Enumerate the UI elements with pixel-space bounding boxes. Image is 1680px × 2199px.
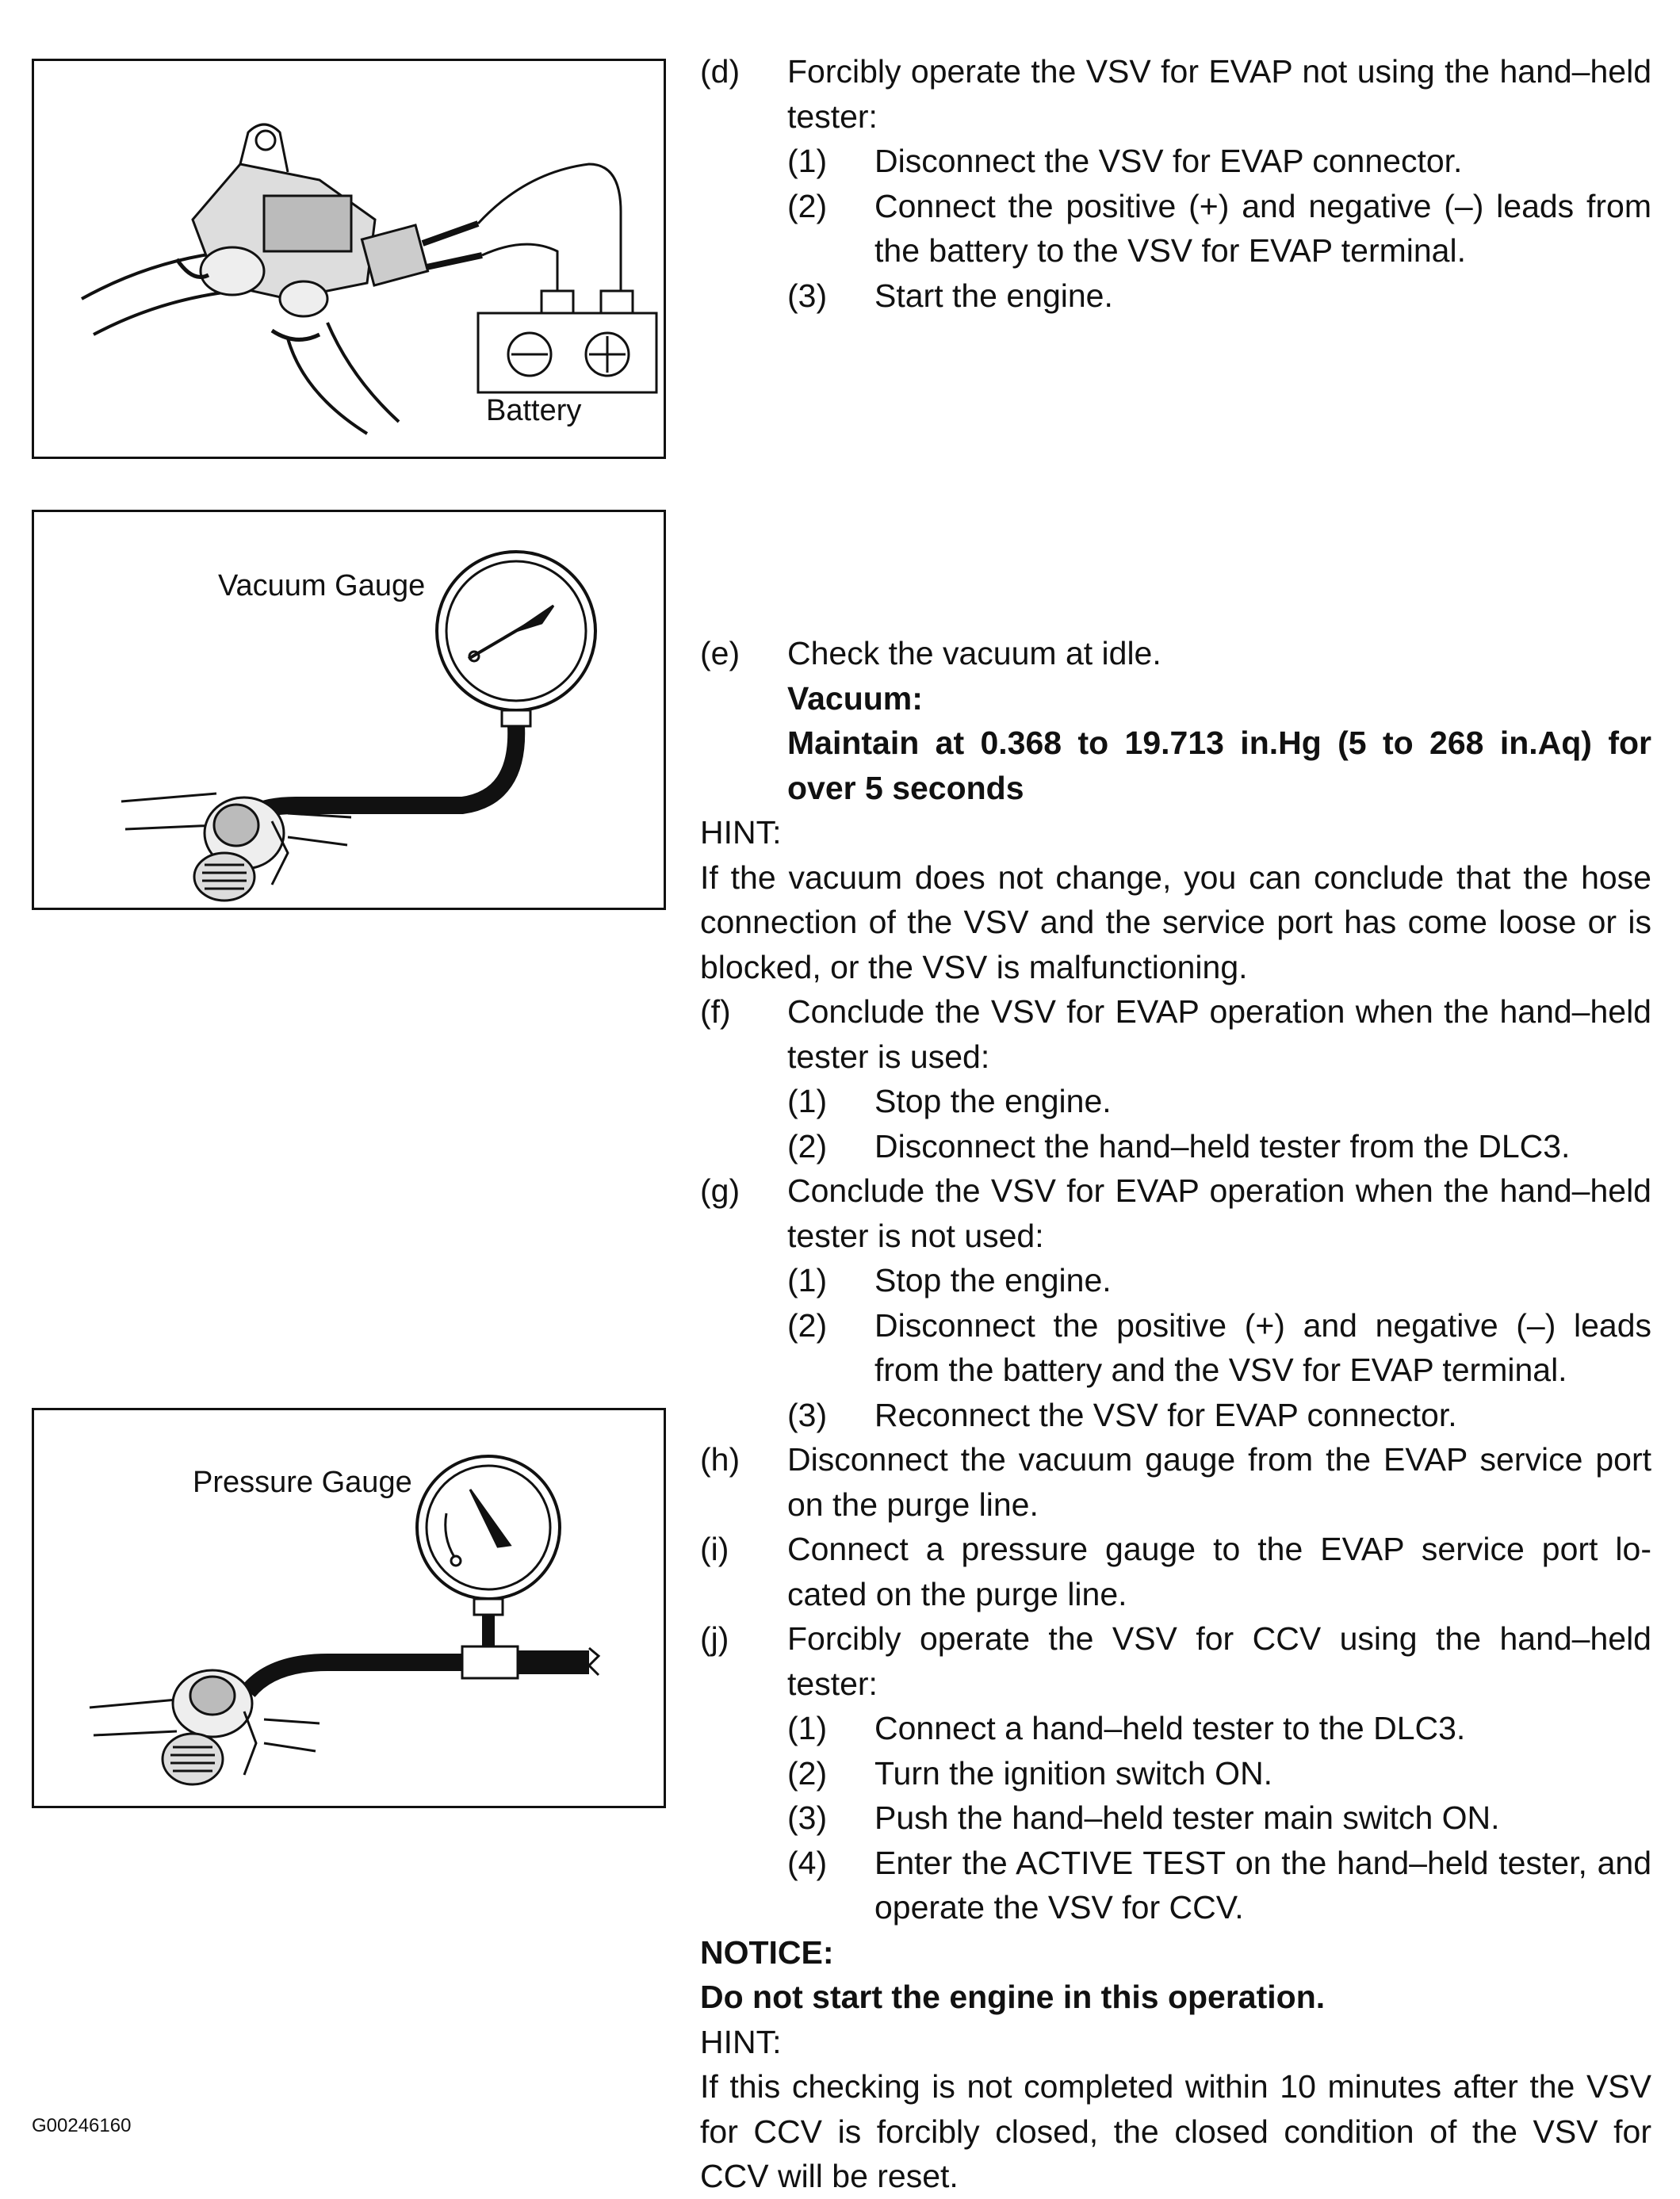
step-g-3-marker: (3) xyxy=(787,1396,828,1433)
step-f-2-text: Disconnect the hand–held tester from the DLC3. xyxy=(874,1127,1571,1165)
step-j-1-text: Connect a hand–held tester to the DLC3. xyxy=(874,1710,1466,1746)
step-e xyxy=(700,631,1651,676)
step-g-text: Conclude the VSV for EVAP operation when the hand–held tester is not used: xyxy=(787,1172,1651,1254)
step-g-2-text: Disconnect the positive (+) and negative (–) leads from the battery and the VSV for EVAP terminal. xyxy=(874,1306,1651,1388)
step-j-2 xyxy=(700,1751,1651,1796)
step-j-text: Forcibly operate the VSV for CCV using the hand–held tester: xyxy=(787,1620,1651,1702)
step-i-marker: (i) xyxy=(700,1531,729,1567)
step-f-1-text: Stop the engine. xyxy=(874,1083,1112,1119)
step-e-hint-label: HINT: xyxy=(700,814,782,851)
step-j-1-marker: (1) xyxy=(787,1710,828,1746)
step-j-4 xyxy=(700,1841,1651,1930)
step-d-text: Forcibly operate the VSV for EVAP not using the hand–held tester: xyxy=(787,53,1651,135)
step-j-4-marker: (4) xyxy=(787,1844,828,1881)
vacuum-gauge-label: Vacuum Gauge xyxy=(218,569,426,602)
step-f-1 xyxy=(700,1079,1651,1124)
step-d-2-text: Connect the positive (+) and negative (–) leads from the battery to the VSV for EVAP terminal. xyxy=(874,187,1651,269)
step-g-2 xyxy=(700,1303,1651,1393)
battery-label: Battery xyxy=(486,394,582,427)
figure-vacuum-gauge xyxy=(32,510,666,910)
step-g xyxy=(700,1168,1651,1258)
step-f-text: Conclude the VSV for EVAP operation when the hand–held tester is used: xyxy=(787,993,1651,1075)
notice-label: NOTICE: xyxy=(700,1933,834,1971)
step-e-spec-label: Vacuum: xyxy=(787,679,923,717)
step-f-1-marker: (1) xyxy=(787,1083,828,1119)
step-g-3-text: Reconnect the VSV for EVAP connector. xyxy=(874,1396,1457,1433)
step-f xyxy=(700,989,1651,1079)
figure-battery-connection xyxy=(32,59,666,459)
notice-hint-text: If this checking is not completed within 10 minutes after the VSV for CCV is forcibly closed, the closed condition of the VSV for CCV will be reset. xyxy=(700,2068,1651,2194)
step-e-hint-text: If the vacuum does not change, you can conclude that the hose connection of the VSV and the service port has come loose or is blocked, or the VSV is malfunctioning. xyxy=(700,859,1651,985)
step-j-2-text: Turn the ignition switch ON. xyxy=(874,1754,1273,1792)
step-d xyxy=(700,49,1651,139)
step-d-1 xyxy=(700,139,1651,184)
step-f-2-marker: (2) xyxy=(787,1127,828,1165)
step-f-2 xyxy=(700,1124,1651,1169)
step-j-2-marker: (2) xyxy=(787,1754,828,1792)
step-i xyxy=(700,1527,1651,1616)
procedure-text xyxy=(700,49,1651,2199)
step-d-2-marker: (2) xyxy=(787,187,828,224)
step-d-3-marker: (3) xyxy=(787,277,828,314)
step-d-3 xyxy=(700,273,1651,319)
figure-pressure-gauge xyxy=(32,1408,666,1808)
battery-symbol xyxy=(478,291,656,392)
step-d-3-text: Start the engine. xyxy=(874,277,1113,314)
step-g-1 xyxy=(700,1258,1651,1303)
step-d-1-text: Disconnect the VSV for EVAP connector. xyxy=(874,143,1463,179)
step-h xyxy=(700,1437,1651,1527)
step-j-4-text: Enter the ACTIVE TEST on the hand–held tester, and operate the VSV for CCV. xyxy=(874,1844,1651,1926)
notice-text: Do not start the engine in this operation. xyxy=(700,1979,1326,2015)
pressure-gauge-label: Pressure Gauge xyxy=(193,1466,412,1499)
step-e-spec-value: Maintain at 0.368 to 19.713 in.Hg (5 to 268 in.Aq) for over 5 seconds xyxy=(787,725,1651,806)
step-j-3-text: Push the hand–held tester main switch ON. xyxy=(874,1799,1500,1836)
step-d-2 xyxy=(700,184,1651,273)
step-g-2-marker: (2) xyxy=(787,1306,828,1344)
step-g-1-marker: (1) xyxy=(787,1262,828,1298)
step-g-3 xyxy=(700,1393,1651,1438)
step-j-3 xyxy=(700,1796,1651,1841)
step-e-marker: (e) xyxy=(700,635,741,671)
step-j xyxy=(700,1616,1651,1706)
step-j-marker: (j) xyxy=(700,1620,729,1657)
step-g-marker: (g) xyxy=(700,1172,741,1209)
step-e-text: Check the vacuum at idle. xyxy=(787,635,1161,671)
step-h-text: Disconnect the vacuum gauge from the EVAP service port on the purge line. xyxy=(787,1441,1651,1523)
step-h-marker: (h) xyxy=(700,1441,741,1478)
step-g-1-text: Stop the engine. xyxy=(874,1262,1112,1298)
step-d-1-marker: (1) xyxy=(787,143,828,179)
step-f-marker: (f) xyxy=(700,993,731,1030)
step-j-1 xyxy=(700,1706,1651,1751)
step-d-marker: (d) xyxy=(700,53,741,90)
step-i-text: Connect a pressure gauge to the EVAP service port lo-cated on the purge line. xyxy=(787,1531,1651,1612)
notice-hint-label: HINT: xyxy=(700,2023,782,2060)
figure-id: G00246160 xyxy=(32,2115,132,2136)
step-j-3-marker: (3) xyxy=(787,1799,828,1836)
